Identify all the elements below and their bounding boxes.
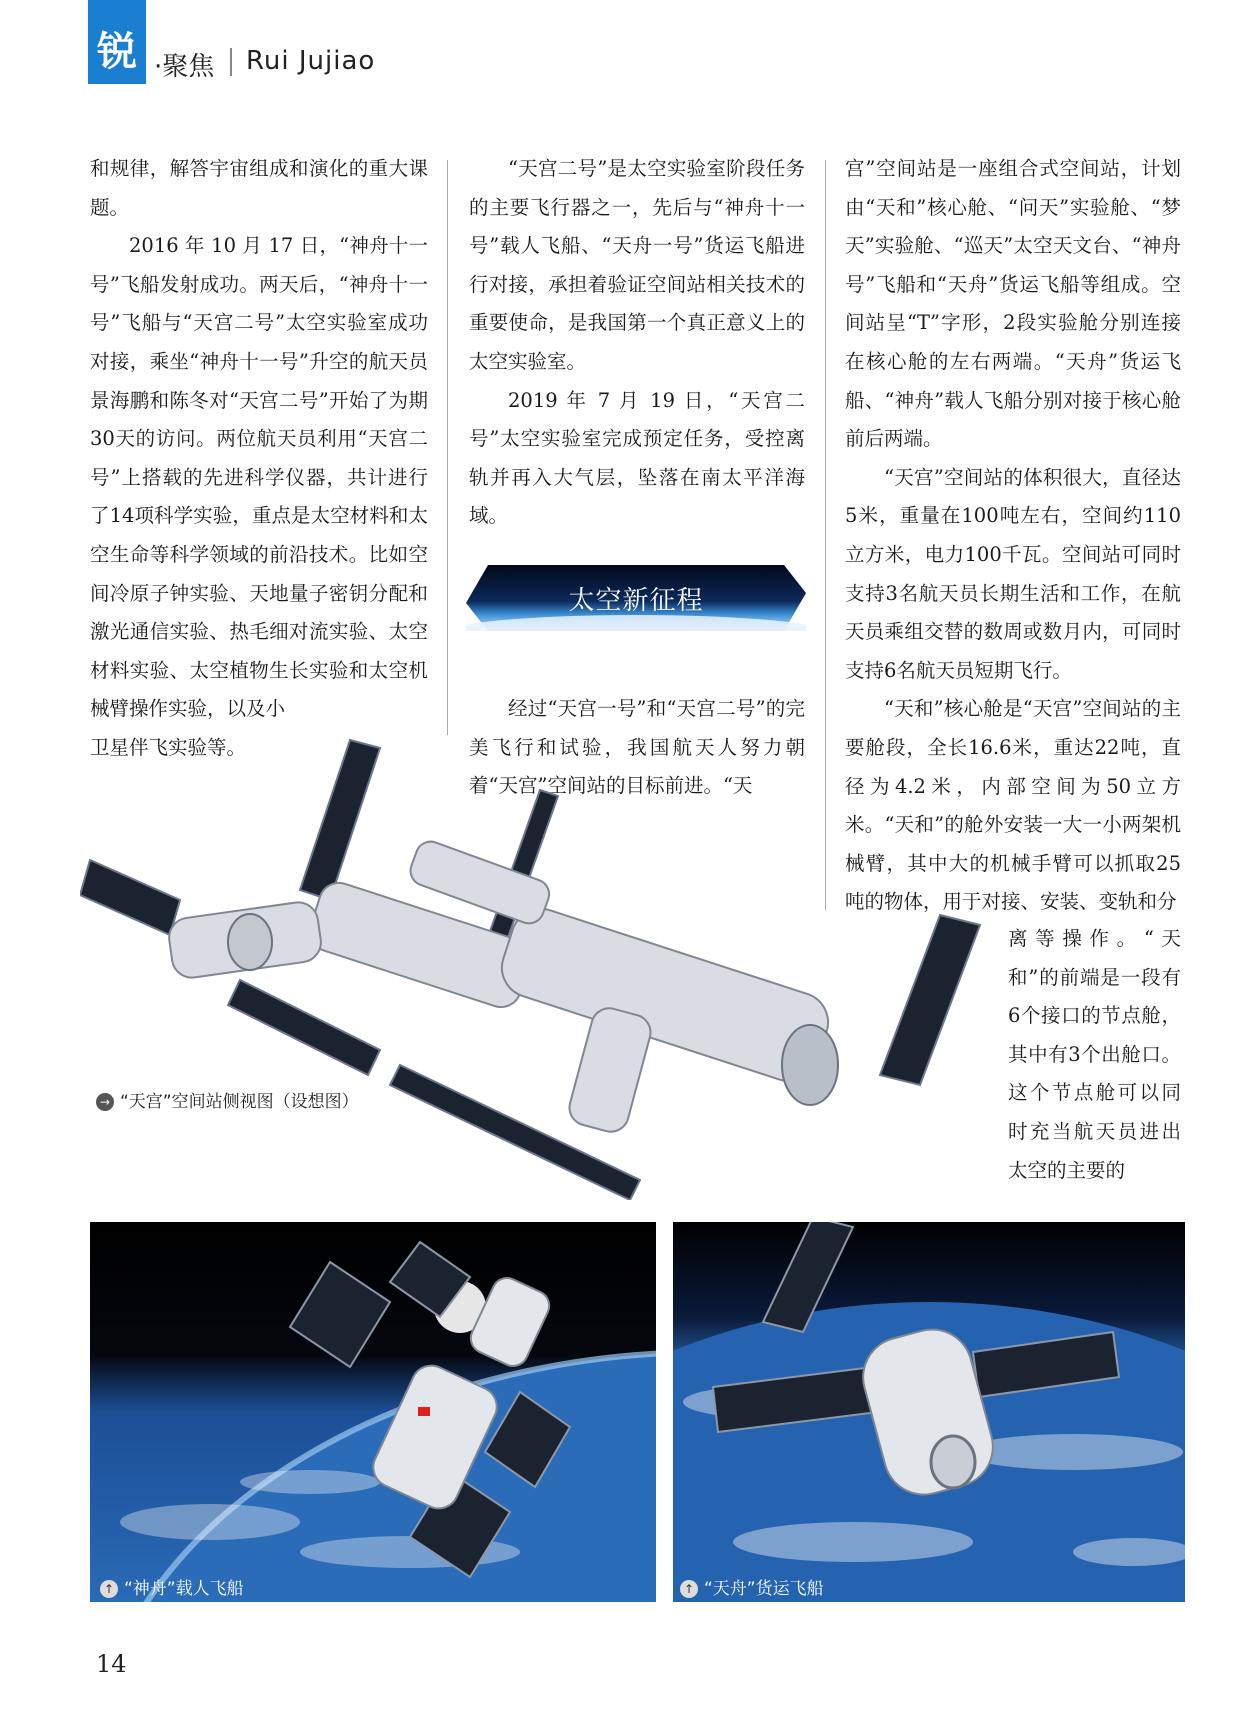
shenzhou-caption (100, 1574, 244, 1599)
paragraph: 卫星伴飞实验等。 (90, 735, 247, 759)
section-title-english: Rui Jujiao (246, 46, 376, 76)
text-column-3-continued (1008, 920, 1181, 1190)
paragraph: “天和”核心舱是“天宫”空间站的主要舱段，全长16.6米，重达22吨，直径为4.2米，内部空间为50立方米。“天和”的舱外安装一大一小两架机械臂，其中大的机械手臂可以抓取25吨的物体，用于对接、安装、变轨和分 (845, 697, 1181, 914)
tianzhou-caption (680, 1574, 824, 1599)
arrow-up-icon: ↑ (100, 1580, 118, 1598)
paragraph: 2019 年 7 月 19 日，“天宫二号”太空实验室完成预定任务，受控离轨并再入大气层，坠落在南太平洋海域。 (469, 388, 805, 528)
banner-title: 太空新征程 (568, 586, 704, 616)
paragraph: “天宫”空间站的体积很大，直径达5米，重量在100吨左右，空间约110立方米，电力100千瓦。空间站可同时支持3名航天员长期生活和工作，在航天员乘组交替的数周或数月内，可同时支持6名航天员短期飞行。 (845, 465, 1181, 682)
paragraph: “天宫二号”是太空实验室阶段任务的主要飞行器之一，先后与“神舟十一号”载人飞船、“天舟一号”货运飞船进行对接，承担着验证空间站相关技术的重要使命，是我国第一个真正意义上的太空实验室。 (469, 157, 805, 373)
arrow-up-icon: ↑ (680, 1580, 698, 1598)
paragraph: 宫”空间站是一座组合式空间站，计划由“天和”核心舱、“问天”实验舱、“梦天”实验舱、“巡天”太空天文台、“神舟号”飞船和“天舟”货运飞船等组成。空间站呈“T”字形，2段实验舱分别连接在核心舱的左右两端。“天舟”货运飞船、“神舟”载人飞船分别对接于核心舱前后两端。 (845, 157, 1181, 451)
shenzhou-spacecraft-photo (90, 1222, 656, 1602)
header-divider (230, 48, 232, 76)
paragraph: 离等操作。“天和”的前端是一段有6个接口的节点舱，其中有3个出舱口。这个节点舱可以同时充当航天员进出太空的主要的 (1008, 927, 1181, 1182)
arrow-right-icon: → (96, 1093, 114, 1111)
paragraph: 2016 年 10 月 17 日，“神舟十一号”飞船发射成功。两天后，“神舟十一号”飞船与“天宫二号”太空实验室成功对接，乘坐“神舟十一号”升空的航天员景海鹏和陈冬对“天宫二号”开始了为期30天的访问。两位航天员利用“天宫二号”上搭载的先进科学仪器，共计进行了14项科学实验，重点是太空材料和太空生命等科学领域的前沿技术。比如空间冷原子钟实验、天地量子密钥分配和激光通信实验、热毛细对流实验、太空材料实验、太空植物生长实验和太空机械臂操作实验，以及小 (90, 234, 428, 721)
station-caption (96, 1087, 359, 1112)
section-badge-char: 锐 (97, 29, 137, 75)
tianzhou-spacecraft-photo (673, 1222, 1185, 1602)
text-column-1 (90, 150, 428, 768)
column-divider (447, 160, 448, 735)
station-caption-text: “天宫”空间站侧视图（设想图） (120, 1092, 359, 1112)
section-badge (88, 0, 146, 84)
shenzhou-caption-text: “神舟”载人飞船 (124, 1579, 244, 1599)
space-station-illustration (80, 730, 1010, 1200)
page-number: 14 (96, 1650, 127, 1678)
paragraph: 经过“天宫一号”和“天宫二号”的完美飞行和试验，我国航天人努力朝着“天宫”空间站的目标前进。“天 (469, 696, 805, 798)
section-title: ·聚焦 (154, 52, 215, 82)
paragraph: 和规律，解答宇宙组成和演化的重大课题。 (90, 157, 428, 219)
text-column-2 (469, 150, 805, 806)
tianzhou-caption-text: “天舟”货运飞船 (704, 1579, 824, 1599)
